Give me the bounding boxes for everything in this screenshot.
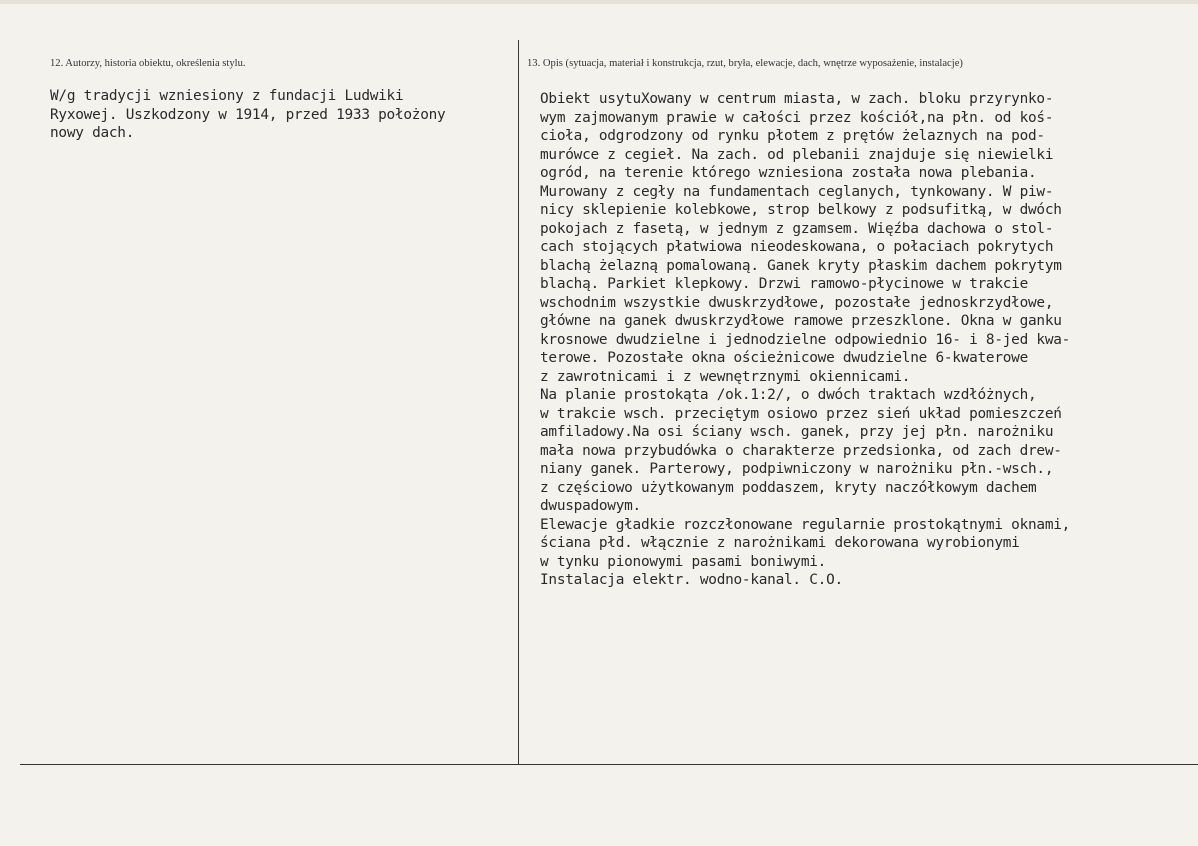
text-line: Murowany z cegły na fundamentach ceglanych, tynkowany. W piw- bbox=[540, 183, 1054, 200]
text-line: Obiekt usytuXowany w centrum miasta, w zach. bloku przyrynko- bbox=[540, 91, 1054, 107]
text-line: cach stojących płatwiowa nieodeskowana, o połaciach pokrytych bbox=[540, 239, 1054, 255]
text-line: Na planie prostokąta /ok.1:2/, o dwóch traktach wzdłóżnych, bbox=[540, 387, 1037, 403]
text-line: z częściowo użytkowanym poddaszem, kryty naczółkowym dachem bbox=[540, 479, 1037, 496]
text-line: z zawrotnicami i z wewnętrznymi okiennicami. bbox=[540, 368, 911, 385]
text-line: terowe. Pozostałe okna ościeżnicowe dwudzielne 6-kwaterowe bbox=[540, 350, 1029, 366]
text-line: krosnowe dwudzielne i jednodzielne odpowiednio 16- i 8-jed kwa- bbox=[540, 331, 1071, 348]
text-line: wschodnim wszystkie dwuskrzydłowe, pozostałe jednoskrzydłowe, bbox=[540, 294, 1054, 311]
text-line: główne na ganek dwuskrzydłowe ramowe przeszklone. Okna w ganku bbox=[540, 313, 1062, 329]
bottom-rule bbox=[20, 764, 1198, 765]
text-line: pokojach z fasetą, w jednym z gzamsem. Więźba dachowa o stol- bbox=[540, 220, 1054, 237]
text-line: nicy sklepienie kolebkowe, strop belkowy z podsufitką, w dwóch bbox=[540, 202, 1062, 218]
text-line: amfiladowy.Na osi ściany wsch. ganek, przy jej płn. narożniku bbox=[540, 424, 1054, 440]
section-12-text bbox=[50, 87, 445, 143]
text-line: W/g tradycji wzniesiony z fundacji Ludwiki bbox=[50, 88, 404, 104]
text-line: dwuspadowym. bbox=[540, 498, 641, 514]
text-line: Ryxowej. Uszkodzony w 1914, przed 1933 położony bbox=[50, 106, 446, 123]
card-top-edge bbox=[0, 0, 1198, 4]
text-line: Instalacja elektr. wodno-kanal. C.O. bbox=[540, 572, 843, 588]
text-line: murówce z cegieł. Na zach. od plebanii znajduje się niewielki bbox=[540, 146, 1054, 163]
text-line: Elewacje gładkie rozczłonowane regularnie prostokątnymi oknami, bbox=[540, 516, 1071, 533]
section-13-text bbox=[540, 90, 1070, 590]
text-line: ściana płd. włącznie z narożnikami dekorowana wyrobionymi bbox=[540, 535, 1020, 551]
text-line: ogród, na terenie którego wzniesiona została nowa plebania. bbox=[540, 165, 1037, 181]
section-13-heading: 13. Opis (sytuacja, materiał i konstrukcja, rzut, bryła, elewacje, dach, wnętrze wyposażenie, instalacje) bbox=[527, 58, 963, 69]
text-line: niany ganek. Parterowy, podpiwniczony w narożniku płn.-wsch., bbox=[540, 461, 1054, 477]
text-line: wym zajmowanym prawie w całości przez kościół,na płn. od koś- bbox=[540, 109, 1054, 126]
column-divider bbox=[518, 40, 519, 764]
text-line: blachą. Parkiet klepkowy. Drzwi ramowo-płycinowe w trakcie bbox=[540, 276, 1029, 292]
text-line: w trakcie wsch. przeciętym osiowo przez sień układ pomieszczeń bbox=[540, 405, 1062, 422]
text-line: nowy dach. bbox=[50, 125, 135, 141]
text-line: mała nowa przybudówka o charakterze przedsionka, od zach drew- bbox=[540, 442, 1062, 459]
text-line: blachą żelazną pomalowaną. Ganek kryty płaskim dachem pokrytym bbox=[540, 257, 1062, 274]
text-line: w tynku pionowymi pasami boniwymi. bbox=[540, 553, 827, 570]
text-line: cioła, odgrodzony od rynku płotem z prętów żelaznych na pod- bbox=[540, 128, 1045, 144]
section-12-heading: 12. Autorzy, historia obiektu, określenia stylu. bbox=[50, 58, 246, 69]
